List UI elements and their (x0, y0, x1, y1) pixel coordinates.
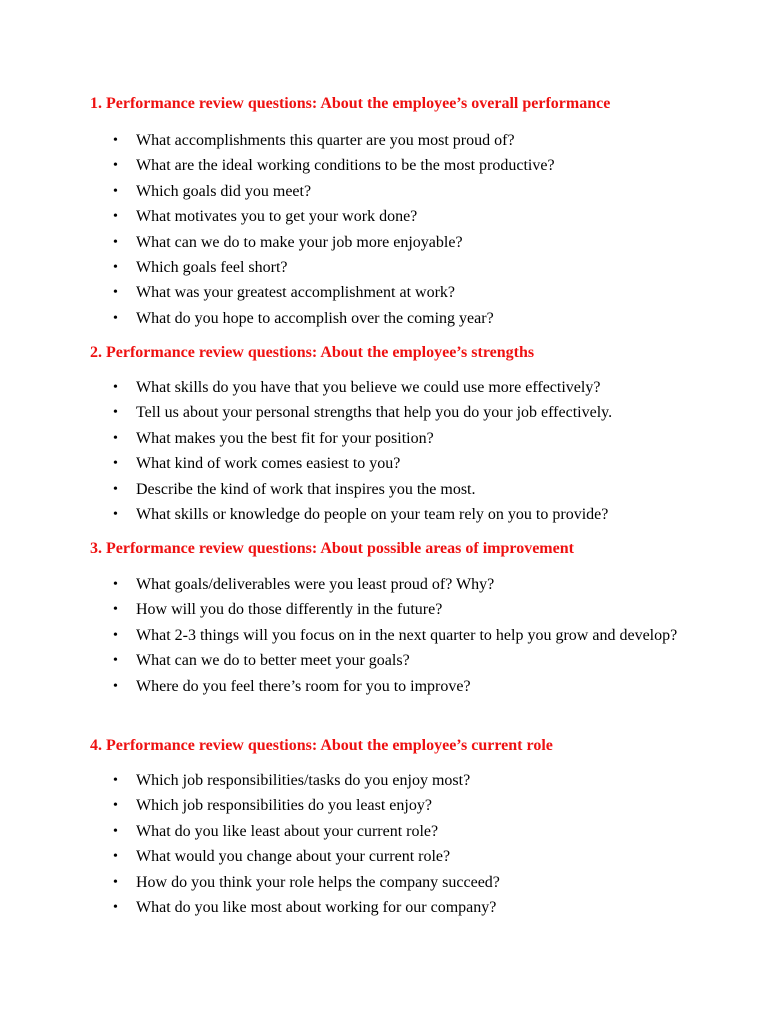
question-text: What can we do to better meet your goals? (136, 652, 410, 670)
question-text: What would you change about your current role? (136, 848, 451, 866)
list-item (0, 793, 684, 818)
bullet-icon: • (113, 430, 118, 446)
bullet-icon: • (113, 773, 118, 788)
bullet-icon: • (113, 602, 118, 618)
list-item (0, 255, 684, 280)
list-item (0, 572, 684, 597)
question-text: What accomplishments this quarter are you most proud of? (136, 132, 515, 149)
list-item (0, 153, 684, 178)
bullet-icon: • (113, 380, 118, 395)
bullet-icon: • (113, 627, 118, 643)
list-item (0, 306, 684, 331)
section-heading-overall-performance: 1. Performance review questions: About the employee’s overall performance (90, 95, 611, 112)
list-item (0, 426, 684, 451)
bullet-icon: • (113, 798, 118, 814)
list-item (0, 623, 684, 648)
list-item (0, 768, 684, 793)
question-list-strengths (0, 375, 768, 527)
bullet-icon: • (113, 507, 118, 523)
question-text: Which goals did you meet? (136, 182, 312, 200)
question-text: What motivates you to get your work done? (136, 208, 418, 226)
bullet-icon: • (113, 405, 118, 421)
question-text: Which goals feel short? (136, 259, 288, 277)
section-heading-current-role: 4. Performance review questions: About the employee’s current role (90, 737, 553, 754)
list-item (0, 400, 684, 425)
question-text: Which job responsibilities/tasks do you enjoy most? (136, 772, 471, 789)
section-heading-areas-of-improvement: 3. Performance review questions: About possible areas of improvement (90, 540, 574, 557)
question-text: Where do you feel there’s room for you to improve? (136, 677, 471, 695)
bullet-icon: • (113, 234, 118, 250)
list-item (0, 502, 684, 527)
bullet-icon: • (113, 133, 118, 148)
question-text: Describe the kind of work that inspires you the most. (136, 480, 476, 498)
question-text: What kind of work comes easiest to you? (136, 455, 401, 473)
bullet-icon: • (113, 653, 118, 669)
bullet-icon: • (113, 209, 118, 225)
list-item (0, 451, 684, 476)
section-heading-strengths: 2. Performance review questions: About the employee’s strengths (90, 344, 535, 361)
bullet-icon: • (113, 285, 118, 301)
list-item (0, 597, 684, 622)
bullet-icon: • (113, 310, 118, 326)
question-text: Tell us about your personal strengths that help you do your job effectively. (136, 404, 613, 422)
bullet-icon: • (113, 481, 118, 497)
question-text: What skills or knowledge do people on your team rely on you to provide? (136, 506, 609, 524)
bullet-icon: • (113, 183, 118, 199)
bullet-icon: • (113, 158, 118, 174)
question-text: What skills do you have that you believe we could use more effectively? (136, 379, 601, 396)
bullet-icon: • (113, 849, 118, 865)
question-text: What 2-3 things will you focus on in the next quarter to help you grow and develop? (136, 626, 678, 644)
list-item (0, 375, 684, 400)
list-item (0, 870, 684, 895)
list-item (0, 204, 684, 229)
list-item (0, 280, 684, 305)
question-text: How do you think your role helps the company succeed? (136, 873, 500, 891)
question-text: What do you hope to accomplish over the coming year? (136, 309, 494, 327)
bullet-icon: • (113, 260, 118, 276)
bullet-icon: • (113, 456, 118, 472)
bullet-icon: • (113, 577, 118, 592)
question-text: What goals/deliverables were you least proud of? Why? (136, 576, 495, 593)
list-item (0, 128, 684, 153)
list-item (0, 477, 684, 502)
question-list-overall-performance (0, 128, 768, 331)
question-list-areas-of-improvement (0, 572, 768, 699)
question-text: What was your greatest accomplishment at work? (136, 284, 455, 302)
list-item (0, 844, 684, 869)
bullet-icon: • (113, 874, 118, 890)
bullet-icon: • (113, 900, 118, 916)
list-item (0, 819, 684, 844)
bullet-icon: • (113, 678, 118, 694)
question-text: What do you like least about your current role? (136, 822, 439, 840)
question-text: What can we do to make your job more enjoyable? (136, 233, 463, 251)
bullet-icon: • (113, 823, 118, 839)
question-list-current-role (0, 768, 768, 920)
list-item (0, 230, 684, 255)
question-text: What are the ideal working conditions to be the most productive? (136, 157, 555, 175)
question-text: How will you do those differently in the future? (136, 601, 443, 619)
question-text: What do you like most about working for our company? (136, 899, 497, 917)
list-item (0, 674, 684, 699)
list-item (0, 648, 684, 673)
list-item (0, 895, 684, 920)
list-item (0, 179, 684, 204)
question-text: Which job responsibilities do you least enjoy? (136, 797, 432, 815)
question-text: What makes you the best fit for your position? (136, 429, 434, 447)
